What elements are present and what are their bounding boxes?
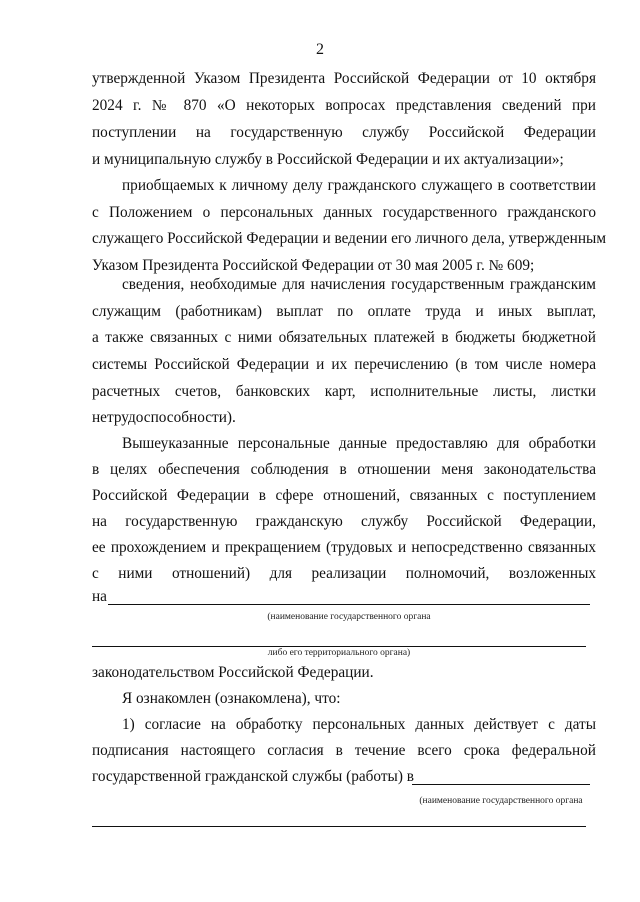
text-line: Российской Федерации в сфере отношений, связанных с поступлением [92,487,596,504]
field-caption: (наименование государственного органа [267,612,431,622]
text-line: законодательством Российской Федерации. [92,664,374,681]
territorial-authority-field[interactable] [92,826,586,827]
authority-name-field[interactable] [108,604,590,605]
text-line: нетрудоспособности). [92,409,236,426]
territorial-authority-field[interactable] [92,646,586,647]
text-line: поступлении на государственную службу Российской Федерации [92,124,596,141]
page-number: 2 [316,41,324,58]
field-prefix: на [92,588,107,605]
text-line: с Положением о персональных данных государственного гражданского [92,204,596,221]
field-caption: либо его территориального органа) [267,648,411,658]
text-line: с ними отношений) для реализации полномочий, возложенных [92,565,596,582]
text-line: системы Российской Федерации и их перечислению (в том числе номера [92,356,596,373]
text-line: 2024 г. № 870 «О некоторых вопросах представления сведений при [92,97,596,114]
text-line: и муниципальную службу в Российской Федерации и их актуализации»; [92,151,564,168]
text-line: на государственную гражданскую службу Российской Федерации, [92,513,596,530]
text-line: Я ознакомлен (ознакомлена), что: [122,690,341,707]
text-line: расчетных счетов, банковских карт, исполнительные листы, листки [92,383,596,400]
text-line: государственной гражданской службы (работы) в [92,768,414,785]
text-line: а также связанных с ними обязательных платежей в бюджеты бюджетной [92,329,596,346]
text-line: сведения, необходимые для начисления государственным гражданским [122,276,596,293]
field-caption: (наименование государственного органа [419,796,583,806]
text-line: утвержденной Указом Президента Российской Федерации от 10 октября [92,70,596,87]
text-line: служащего Российской Федерации и ведении его личного дела, утвержденным [92,230,607,247]
text-line: Указом Президента Российской Федерации от 30 мая 2005 г. № 609; [92,257,535,274]
text-line: 1) согласие на обработку персональных данных действует с даты [122,716,596,733]
text-line: в целях обеспечения соблюдения в отношении меня законодательства [92,461,596,478]
text-line: приобщаемых к личному делу гражданского служащего в соответствии [122,177,596,194]
text-line: ее прохождением и прекращением (трудовых и непосредственно связанных [92,539,596,556]
text-line: подписания настоящего согласия в течение всего срока федеральной [92,742,596,759]
authority-name-field[interactable] [412,784,590,785]
text-line: служащим (работникам) выплат по оплате труда и иных выплат, [92,303,596,320]
text-line: Вышеуказанные персональные данные предоставляю для обработки [122,435,596,452]
